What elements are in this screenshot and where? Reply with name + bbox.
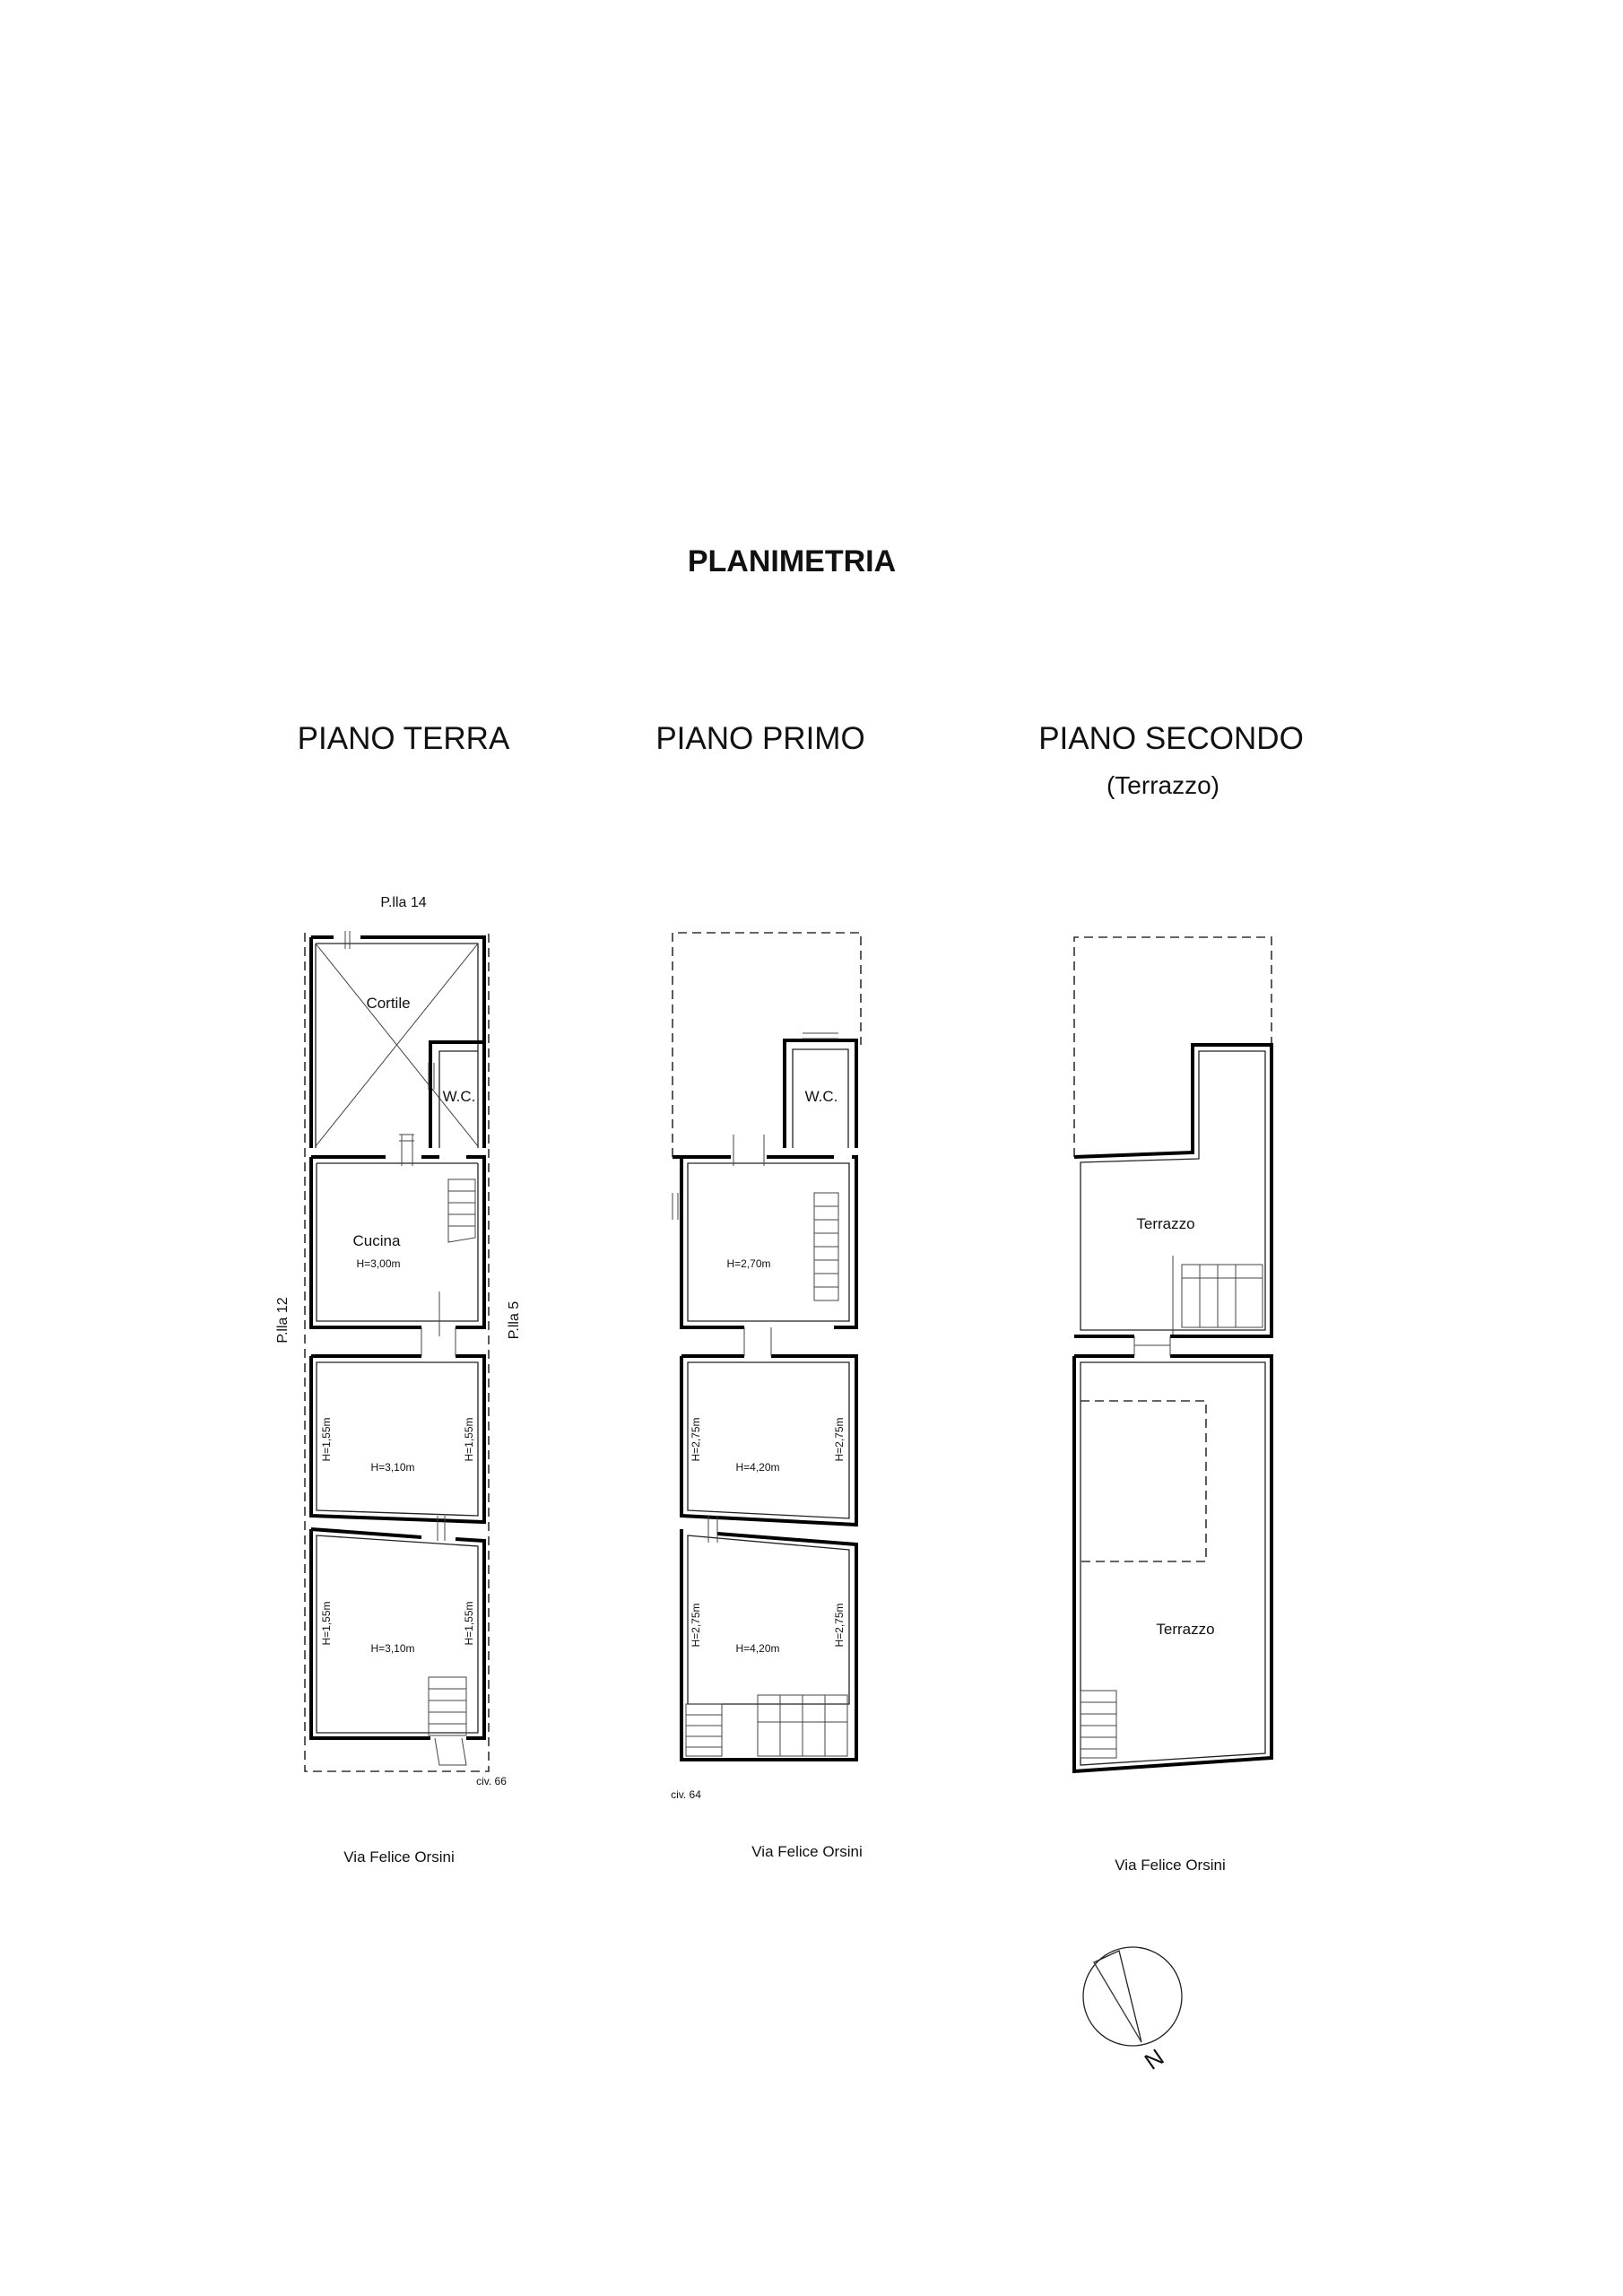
terrace-upper-label: Terrazzo (1136, 1215, 1195, 1232)
terrace-lower-label: Terrazzo (1156, 1621, 1215, 1638)
floor-title-second: PIANO SECONDO (1038, 721, 1304, 756)
civic-number-64: civ. 64 (671, 1788, 701, 1801)
room3-height: H=3,10m (370, 1642, 415, 1655)
room3-side-left: H=1,55m (320, 1601, 333, 1646)
terrace-upper (1074, 1045, 1271, 1336)
first-room3-side-right: H=2,75m (833, 1603, 846, 1648)
plan-ground-floor (275, 895, 522, 1866)
street-label-first: Via Felice Orsini (751, 1843, 863, 1860)
first-room2-side-right: H=2,75m (833, 1417, 846, 1462)
stair-second-upper (1182, 1265, 1263, 1327)
street-label-ground: Via Felice Orsini (343, 1848, 455, 1866)
wc-label: W.C. (442, 1088, 476, 1105)
parcel-label-left: P.lla 12 (275, 1297, 291, 1344)
page-title: PLANIMETRIA (687, 544, 897, 578)
wc-first-label: W.C. (804, 1088, 838, 1105)
courtyard (311, 931, 484, 1148)
room3-side-right: H=1,55m (463, 1601, 475, 1646)
first-room3-side-left: H=2,75m (690, 1603, 702, 1648)
kitchen-height: H=3,00m (356, 1257, 401, 1270)
stair-first-left (686, 1704, 722, 1756)
first-room2-side-left: H=2,75m (690, 1417, 702, 1462)
civic-number-66: civ. 66 (476, 1775, 507, 1787)
room2-height: H=3,10m (370, 1461, 415, 1474)
terrace-lower (1074, 1336, 1271, 1771)
parcel-label-right: P.lla 5 (507, 1300, 522, 1340)
kitchen (311, 1135, 484, 1336)
first-room-3 (681, 1516, 856, 1760)
upper-void-boundary (673, 933, 861, 1157)
first-room-2 (681, 1327, 856, 1525)
stair-entrance-ground (429, 1677, 466, 1765)
courtyard-cross-line (316, 944, 478, 1146)
room2-side-right: H=1,55m (463, 1417, 475, 1462)
covered-area-outline (1081, 1401, 1206, 1561)
room2-side-left: H=1,55m (320, 1417, 333, 1462)
parcel-label-top: P.lla 14 (380, 895, 427, 910)
first-room1-height: H=2,70m (726, 1257, 771, 1270)
stair-first-1 (814, 1193, 838, 1300)
first-room2-height: H=4,20m (735, 1461, 780, 1474)
ground-room-3 (311, 1516, 484, 1765)
ground-room-2 (311, 1327, 484, 1522)
first-room3-height: H=4,20m (735, 1642, 780, 1655)
north-arrow (1083, 1947, 1182, 2075)
courtyard-label: Cortile (366, 995, 411, 1012)
first-room-1 (673, 1135, 856, 1327)
stair-kitchen (448, 1179, 475, 1242)
street-label-second: Via Felice Orsini (1115, 1857, 1226, 1874)
plan-second-floor (1074, 937, 1271, 1874)
floor-title-ground: PIANO TERRA (297, 721, 510, 756)
plan-first-floor (671, 933, 863, 1860)
stair-second-lower (1081, 1691, 1116, 1758)
upper-void-boundary-second (1074, 937, 1271, 1157)
floor-title-first: PIANO PRIMO (655, 721, 865, 756)
kitchen-label: Cucina (352, 1232, 401, 1249)
north-letter: N (1139, 2043, 1169, 2075)
floor-subtitle-second: (Terrazzo) (1106, 771, 1220, 799)
wc-first (785, 1033, 856, 1148)
